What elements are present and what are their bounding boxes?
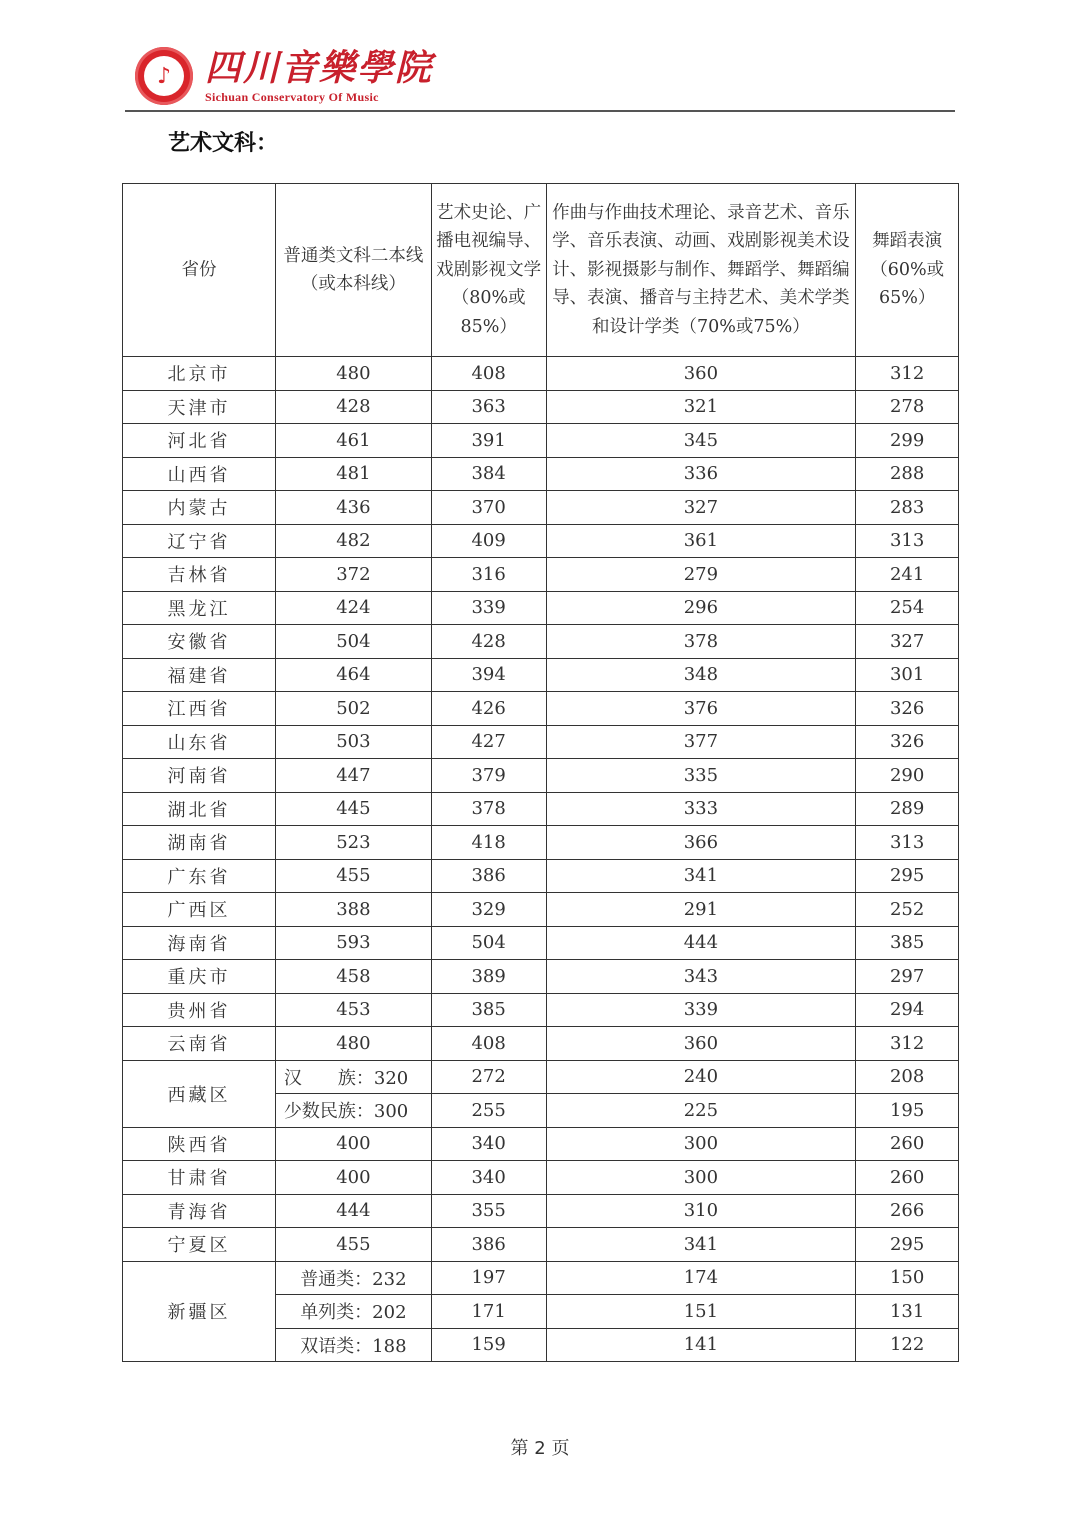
dance-performance-cell: 301 [856,658,959,692]
dance-performance-cell: 122 [856,1328,959,1362]
table-row [123,859,959,893]
base-line-cell: 453 [275,993,431,1027]
table-row [123,524,959,558]
province-cell: 内蒙古 [123,491,276,525]
base-line-cell: 少数民族：300 [275,1094,431,1128]
table-row [123,424,959,458]
province-cell: 山西省 [123,457,276,491]
dance-performance-cell: 208 [856,1060,959,1094]
art-theory-cell: 386 [431,859,546,893]
dance-performance-cell: 195 [856,1094,959,1128]
base-line-cell: 482 [275,524,431,558]
province-cell: 天津市 [123,390,276,424]
music-arts-cell: 300 [546,1161,856,1195]
art-theory-cell: 408 [431,357,546,391]
header-music-arts: 作曲与作曲技术理论、录音艺术、音乐学、音乐表演、动画、戏剧影视美术设计、影视摄影与制作、舞蹈学、舞蹈编导、表演、播音与主持艺术、美术学类和设计学类（70%或75%） [546,184,856,357]
art-theory-cell: 428 [431,625,546,659]
base-line-cell: 400 [275,1161,431,1195]
province-cell: 江西省 [123,692,276,726]
province-cell: 甘肃省 [123,1161,276,1195]
dance-performance-cell: 294 [856,993,959,1027]
base-line-cell: 593 [275,926,431,960]
music-arts-cell: 341 [546,859,856,893]
province-cell: 山东省 [123,725,276,759]
music-arts-cell: 444 [546,926,856,960]
table-row [123,725,959,759]
table-row [123,357,959,391]
header-dance-performance: 舞蹈表演（60%或65%） [856,184,959,357]
base-line-cell: 461 [275,424,431,458]
art-theory-cell: 378 [431,792,546,826]
dance-performance-cell: 289 [856,792,959,826]
art-theory-cell: 427 [431,725,546,759]
table-row [123,926,959,960]
art-theory-cell: 171 [431,1295,546,1329]
table-row [123,625,959,659]
art-theory-cell: 391 [431,424,546,458]
province-cell: 河北省 [123,424,276,458]
music-arts-cell: 225 [546,1094,856,1128]
base-line-cell: 单列类：202 [275,1295,431,1329]
base-line-cell: 480 [275,1027,431,1061]
table-row [123,591,959,625]
table-row [123,390,959,424]
music-arts-cell: 141 [546,1328,856,1362]
music-arts-cell: 339 [546,993,856,1027]
dance-performance-cell: 326 [856,692,959,726]
table-row [123,792,959,826]
music-arts-cell: 366 [546,826,856,860]
music-arts-cell: 341 [546,1228,856,1262]
province-cell: 北京市 [123,357,276,391]
table-row [123,960,959,994]
art-theory-cell: 418 [431,826,546,860]
table-row [123,1194,959,1228]
base-line-cell: 普通类：232 [275,1261,431,1295]
music-arts-cell: 335 [546,759,856,793]
base-line-cell: 424 [275,591,431,625]
province-cell: 湖北省 [123,792,276,826]
music-arts-cell: 348 [546,658,856,692]
dance-performance-cell: 283 [856,491,959,525]
conservatory-emblem-icon [135,47,193,105]
table-row [123,993,959,1027]
table-row [123,1261,959,1295]
base-line-cell: 436 [275,491,431,525]
art-theory-cell: 329 [431,893,546,927]
art-theory-cell: 159 [431,1328,546,1362]
province-cell: 新疆区 [123,1261,276,1362]
art-theory-cell: 504 [431,926,546,960]
province-cell: 重庆市 [123,960,276,994]
province-cell: 广西区 [123,893,276,927]
music-arts-cell: 151 [546,1295,856,1329]
header-province: 省份 [123,184,276,357]
art-theory-cell: 340 [431,1127,546,1161]
base-line-cell: 503 [275,725,431,759]
dance-performance-cell: 278 [856,390,959,424]
dance-performance-cell: 260 [856,1161,959,1195]
page-number: 第 2 页 [510,1438,570,1459]
music-arts-cell: 291 [546,893,856,927]
music-arts-cell: 343 [546,960,856,994]
base-line-cell: 464 [275,658,431,692]
base-line-cell: 汉 族：320 [275,1060,431,1094]
dance-performance-cell: 313 [856,826,959,860]
music-arts-cell: 321 [546,390,856,424]
art-theory-cell: 355 [431,1194,546,1228]
base-line-cell: 480 [275,357,431,391]
art-theory-cell: 363 [431,390,546,424]
score-table [122,183,959,1362]
music-arts-cell: 327 [546,491,856,525]
province-cell: 海南省 [123,926,276,960]
dance-performance-cell: 266 [856,1194,959,1228]
province-cell: 陕西省 [123,1127,276,1161]
province-cell: 辽宁省 [123,524,276,558]
province-cell: 西藏区 [123,1060,276,1127]
music-arts-cell: 279 [546,558,856,592]
music-arts-cell: 240 [546,1060,856,1094]
dance-performance-cell: 313 [856,524,959,558]
table-header-row [123,184,959,357]
province-cell: 黑龙江 [123,591,276,625]
header-divider [125,110,955,112]
table-row [123,491,959,525]
base-line-cell: 双语类：188 [275,1328,431,1362]
province-cell: 安徽省 [123,625,276,659]
dance-performance-cell: 241 [856,558,959,592]
dance-performance-cell: 288 [856,457,959,491]
art-theory-cell: 409 [431,524,546,558]
art-theory-cell: 426 [431,692,546,726]
table-row [123,759,959,793]
header-art-theory: 艺术史论、广播电视编导、戏剧影视文学（80%或85%） [431,184,546,357]
dance-performance-cell: 290 [856,759,959,793]
music-arts-cell: 361 [546,524,856,558]
art-theory-cell: 386 [431,1228,546,1262]
header-base-line: 普通类文科二本线（或本科线） [275,184,431,357]
school-name [205,48,433,105]
province-cell: 云南省 [123,1027,276,1061]
dance-performance-cell: 131 [856,1295,959,1329]
base-line-cell: 445 [275,792,431,826]
school-name-cn: 四川音樂學院 [205,46,434,89]
base-line-cell: 504 [275,625,431,659]
art-theory-cell: 316 [431,558,546,592]
base-line-cell: 481 [275,457,431,491]
dance-performance-cell: 252 [856,893,959,927]
art-theory-cell: 272 [431,1060,546,1094]
art-theory-cell: 394 [431,658,546,692]
dance-performance-cell: 295 [856,859,959,893]
dance-performance-cell: 295 [856,1228,959,1262]
dance-performance-cell: 326 [856,725,959,759]
province-cell: 贵州省 [123,993,276,1027]
school-name-en: Sichuan Conservatory Of Music [205,89,379,104]
art-theory-cell: 370 [431,491,546,525]
art-theory-cell: 385 [431,993,546,1027]
base-line-cell: 388 [275,893,431,927]
dance-performance-cell: 385 [856,926,959,960]
base-line-cell: 523 [275,826,431,860]
music-arts-cell: 345 [546,424,856,458]
art-theory-cell: 255 [431,1094,546,1128]
base-line-cell: 455 [275,859,431,893]
art-theory-cell: 384 [431,457,546,491]
music-arts-cell: 300 [546,1127,856,1161]
music-arts-cell: 336 [546,457,856,491]
province-cell: 广东省 [123,859,276,893]
dance-performance-cell: 299 [856,424,959,458]
table-row [123,558,959,592]
province-cell: 福建省 [123,658,276,692]
section-title: 艺术文科： [168,131,279,156]
base-line-cell: 400 [275,1127,431,1161]
art-theory-cell: 340 [431,1161,546,1195]
music-arts-cell: 360 [546,357,856,391]
art-theory-cell: 197 [431,1261,546,1295]
dance-performance-cell: 260 [856,1127,959,1161]
table-row [123,1228,959,1262]
music-arts-cell: 310 [546,1194,856,1228]
base-line-cell: 372 [275,558,431,592]
table-row [123,893,959,927]
base-line-cell: 447 [275,759,431,793]
table-row [123,1161,959,1195]
dance-performance-cell: 254 [856,591,959,625]
music-arts-cell: 378 [546,625,856,659]
art-theory-cell: 408 [431,1027,546,1061]
table-row [123,1027,959,1061]
art-theory-cell: 389 [431,960,546,994]
table-row [123,1127,959,1161]
dance-performance-cell: 312 [856,1027,959,1061]
music-arts-cell: 377 [546,725,856,759]
province-cell: 青海省 [123,1194,276,1228]
table-row [123,658,959,692]
table-row [123,1060,959,1094]
base-line-cell: 428 [275,390,431,424]
table-row [123,457,959,491]
music-arts-cell: 376 [546,692,856,726]
base-line-cell: 455 [275,1228,431,1262]
letterhead [135,44,433,108]
dance-performance-cell: 327 [856,625,959,659]
base-line-cell: 444 [275,1194,431,1228]
music-arts-cell: 296 [546,591,856,625]
base-line-cell: 502 [275,692,431,726]
province-cell: 宁夏区 [123,1228,276,1262]
table-row [123,692,959,726]
base-line-cell: 458 [275,960,431,994]
music-arts-cell: 174 [546,1261,856,1295]
art-theory-cell: 339 [431,591,546,625]
province-cell: 河南省 [123,759,276,793]
art-theory-cell: 379 [431,759,546,793]
music-arts-cell: 333 [546,792,856,826]
dance-performance-cell: 312 [856,357,959,391]
dance-performance-cell: 297 [856,960,959,994]
province-cell: 吉林省 [123,558,276,592]
dance-performance-cell: 150 [856,1261,959,1295]
music-arts-cell: 360 [546,1027,856,1061]
emblem-glyph: ♪ [144,56,184,96]
province-cell: 湖南省 [123,826,276,860]
table-row [123,826,959,860]
